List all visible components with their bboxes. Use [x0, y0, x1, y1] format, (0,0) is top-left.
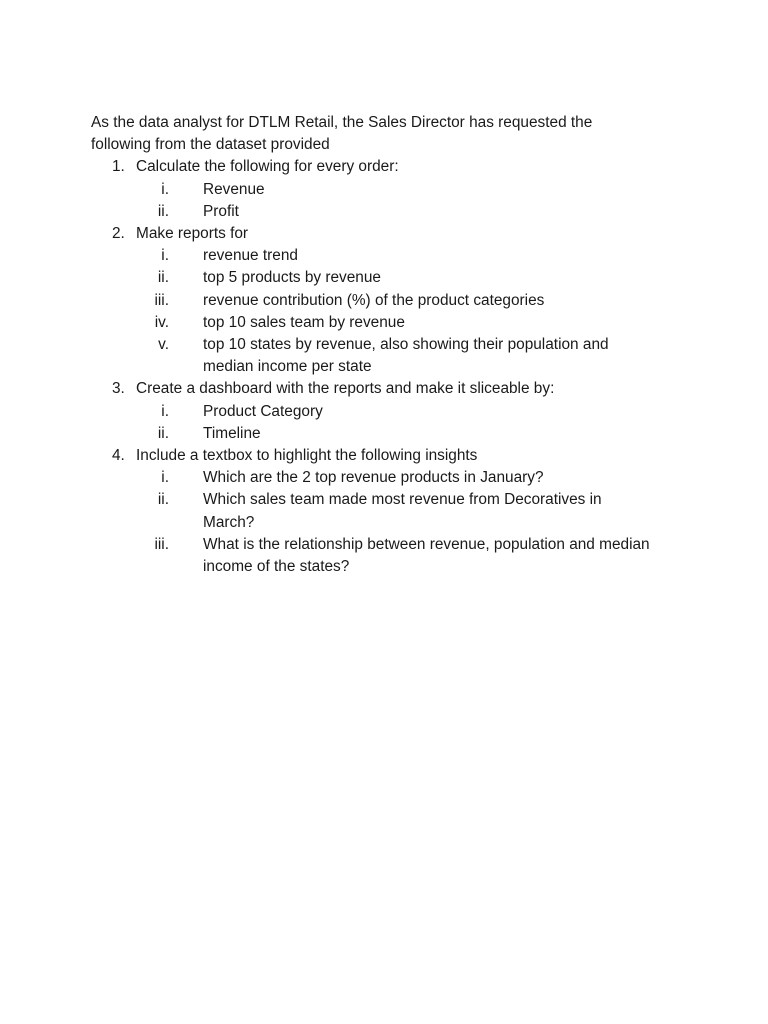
subitem-numeral: i.: [161, 469, 169, 487]
subitem-numeral: i.: [161, 247, 169, 265]
task-number: 4.: [112, 447, 125, 465]
subitem-numeral: i.: [161, 180, 169, 198]
document-body: [91, 112, 651, 578]
intro-paragraph: As the data analyst for DTLM Retail, the Sales Director has requested the following from the dataset provided: [91, 114, 593, 154]
subitem-text: top 5 products by revenue: [203, 269, 381, 287]
task-text: Create a dashboard with the reports and make it sliceable by:: [136, 380, 555, 398]
task-1: [91, 156, 651, 223]
subitem-text: Product Category: [203, 402, 323, 420]
task-heading: [91, 223, 651, 245]
task-heading: [91, 156, 651, 178]
task-3: [91, 378, 651, 445]
subitem-numeral: v.: [158, 336, 169, 354]
subitem-text: Timeline: [203, 424, 261, 442]
subitem: [91, 201, 651, 223]
task-number: 2.: [112, 225, 125, 243]
subitem-text: What is the relationship between revenue, population and median income of the states?: [203, 535, 650, 576]
subitem-text: Which are the 2 top revenue products in January?: [203, 469, 544, 487]
subitem: [91, 423, 651, 445]
task-number: 3.: [112, 380, 125, 398]
subitem: [91, 312, 651, 334]
subitem-numeral: iii.: [154, 291, 169, 309]
task-text: Calculate the following for every order:: [136, 158, 399, 176]
subitem-text: Which sales team made most revenue from Decoratives in March?: [203, 491, 602, 531]
task-heading: [91, 445, 651, 467]
subitem-text: top 10 states by revenue, also showing their population and median income per state: [203, 336, 609, 376]
subitem: [91, 334, 651, 378]
subitem: [91, 267, 651, 289]
subitem-numeral: ii.: [157, 202, 169, 220]
subitem: [91, 401, 651, 423]
subitem-text: Profit: [203, 202, 239, 220]
subitem-text: Revenue: [203, 180, 265, 198]
subitem-numeral: ii.: [157, 424, 169, 442]
subitem: [91, 245, 651, 267]
task-4: [91, 445, 651, 578]
task-text: Make reports for: [136, 225, 249, 243]
subitem-numeral: ii.: [157, 269, 169, 287]
task-number: 1.: [112, 158, 125, 176]
task-2: [91, 223, 651, 378]
subitem-text: revenue contribution (%) of the product categories: [203, 291, 545, 309]
task-text: Include a textbox to highlight the following insights: [136, 447, 478, 465]
subitem-numeral: iv.: [154, 313, 169, 331]
subitem: [91, 179, 651, 201]
subitem-text: top 10 sales team by revenue: [203, 313, 405, 331]
subitem: [91, 290, 651, 312]
subitem-numeral: ii.: [157, 491, 169, 509]
subitem: [91, 534, 651, 578]
subitem-numeral: iii.: [154, 535, 169, 553]
subitem: [91, 489, 651, 533]
subitem: [91, 467, 651, 489]
task-heading: [91, 378, 651, 400]
subitem-numeral: i.: [161, 402, 169, 420]
subitem-text: revenue trend: [203, 247, 298, 265]
